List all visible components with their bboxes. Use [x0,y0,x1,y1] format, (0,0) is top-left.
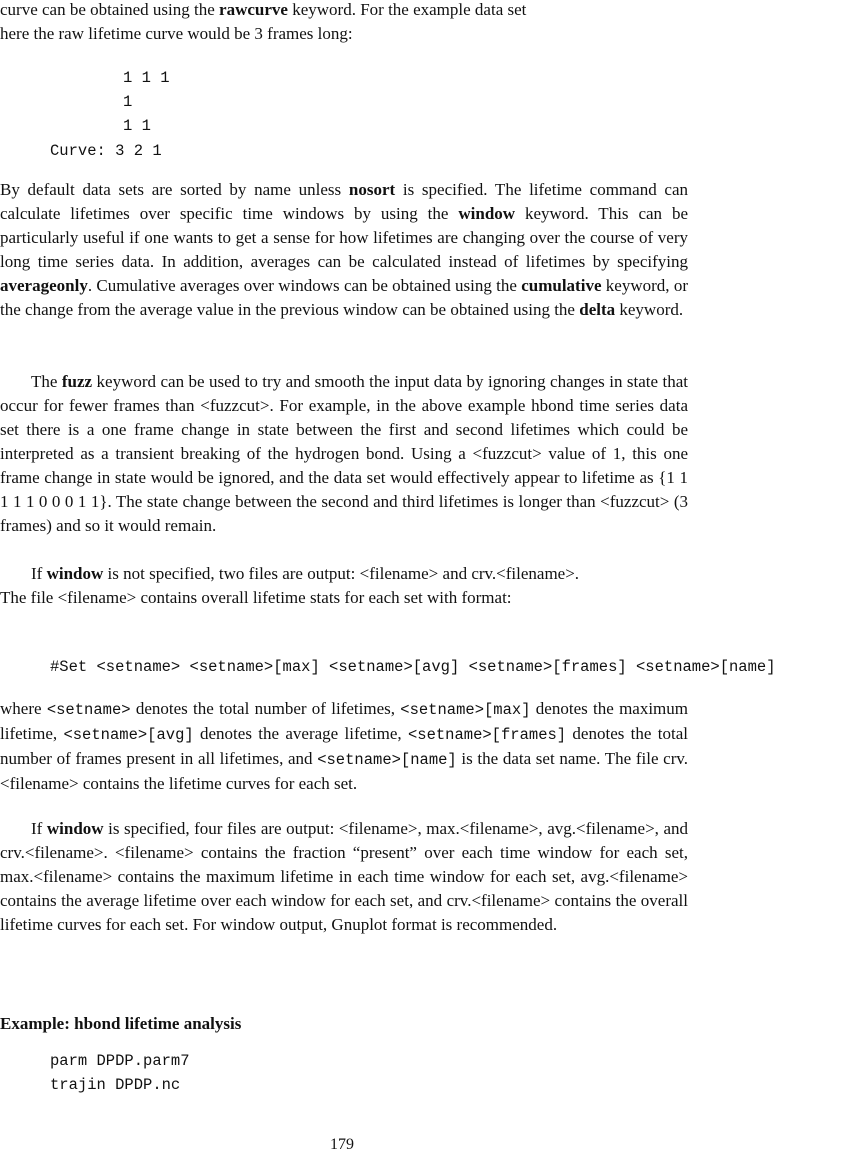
code-line: 1 1 1 [123,69,170,87]
paragraph-sorting: By default data sets are sorted by name unless nosort is specified. The lifetime command can calculate lifetimes over specific time windows by using the window keyword. This can be particularly useful if one wants to get a sense for how lifetimes are changing over the course of very long time series data. In addition, averages can be calculated instead of lifetimes by specifying averageonly. Cumulative averages over windows can be obtained using the cumulative keyword, or the change from the average value in the previous window can be obtained using the delta keyword. [0,180,688,319]
code-line: parm DPDP.parm7 [50,1052,190,1070]
paragraph-setname: where <setname> denotes the total number of lifetimes, <setname>[max] denotes the maximum lifetime, <setname>[avg] denotes the average lifetime, <setname>[frames] denotes the total number of frames present in all lifetimes, and <setname>[name] is the data set name. The file crv.<filename> contains the lifetime curves for each set. [0,699,689,793]
intro-line-2: here the raw lifetime curve would be 3 frames long: [0,24,353,43]
example-heading: Example: hbond lifetime analysis [0,1014,242,1033]
paragraph-window-line-1: If window is not specified, two files are output: <filename> and crv.<filename>. [31,564,580,583]
keyword-rawcurve: rawcurve [219,0,288,19]
paragraph-fuzz: The fuzz keyword can be used to try and smooth the input data by ignoring changes in state that occur for fewer frames than <fuzzcut>. For example, in the above example hbond time series data set there is a one frame change in state between the first and second lifetimes which could be interpreted as a transient breaking of the hydrogen bond. Using a <fuzzcut> value of 1, this one frame change in state would be ignored, and the data set would effectively appear to lifetime as {1 1 1 1 1 0 0 0 1 1}. The state change between the second and third lifetimes is longer than <fuzzcut> (3 frames) and so it would remain. [0,372,688,535]
code-line: 1 1 [123,117,151,135]
code-line: 1 [123,93,133,111]
intro-line-1: curve can be obtained using the rawcurve keyword. For the example data set [0,0,527,19]
paragraph-window-line-2: The file <filename> contains overall lifetime stats for each set with format: [0,588,512,607]
code-line: trajin DPDP.nc [50,1076,181,1094]
paragraph-window-specified: If window is specified, four files are output: <filename>, max.<filename>, avg.<filename>, and crv.<filename>. <filename> contains the fraction “present” over each time window for each set, max.<filename> contains the maximum lifetime in each time window for each set, avg.<filename> contains the average lifetime over each window for each set, and crv.<filename> contains the overall lifetime curves for each set. For window output, Gnuplot format is recommended. [0,819,688,934]
page-number: 179 [330,1136,354,1153]
format-line: #Set <setname> <setname>[max] <setname>[avg] <setname>[frames] <setname>[name] [50,658,776,676]
curve-line: Curve: 3 2 1 [50,142,162,160]
